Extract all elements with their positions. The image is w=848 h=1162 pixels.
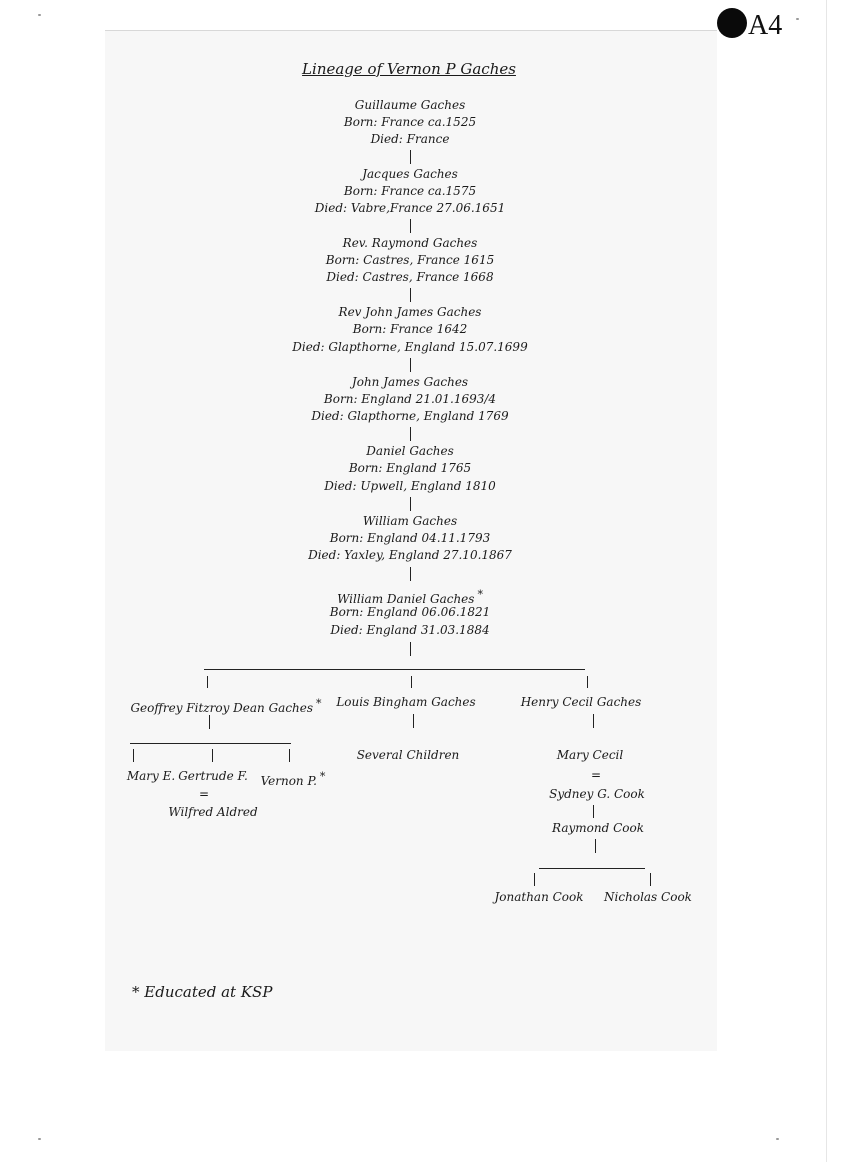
ancestor-died: Died: France [370,132,450,146]
ancestor-died: Died: Glapthorne, England 1769 [311,409,509,423]
branch-drop [587,676,588,688]
henry-name: Henry Cecil Gaches [520,695,642,709]
great-grandchild-jonathan-cook: Jonathan Cook [494,890,584,904]
ksp-star: * [319,770,326,783]
lineage-connector [410,427,411,441]
page-edge [826,0,827,1162]
lineage-connector [410,497,411,511]
footnote-educated-at-ksp: * Educated at KSP [132,983,273,1001]
ksp-star: * [477,588,483,601]
ancestor-died: Died: Upwell, England 1810 [324,479,496,493]
child-gertrude-f: Gertrude F. [178,769,248,783]
ancestor-died: Died: Yaxley, England 27.10.1867 [308,548,512,562]
branch-line [130,743,291,744]
ancestor-name: Jacques Gaches [362,167,458,181]
ancestor-born: Born: England 04.11.1793 [329,531,491,545]
lineage-connector [410,219,411,233]
branch-line [539,868,645,869]
geoffrey-name: Geoffrey Fitzroy Dean Gaches * [130,697,322,715]
scan-speck [38,14,41,16]
ancestor-died: Died: England 31.03.1884 [330,623,490,637]
ancestor-born: Born: France 1642 [352,322,468,336]
ancestor-died: Died: Castres, France 1668 [326,270,494,284]
scan-speck [38,1138,41,1140]
great-grandchild-nicholas-cook: Nicholas Cook [604,890,692,904]
branch-drop [534,873,535,886]
spouse-sydney-g-cook: Sydney G. Cook [549,787,645,801]
branch-line [204,669,585,670]
ancestor-name: William Daniel Gaches * [337,588,483,606]
several-children: Several Children [356,748,460,762]
child-vernon-p: Vernon P. * [260,770,326,788]
ancestor-name: Rev. Raymond Gaches [342,236,478,250]
lineage-connector [410,358,411,372]
lineage-connector [410,567,411,581]
scan-speck [776,1138,779,1140]
branch-drop [289,749,290,762]
ancestor-born: Born: England 21.01.1693/4 [323,392,497,406]
corner-tag: A4 [748,10,783,41]
branch-drop [212,749,213,762]
lineage-connector [595,839,596,853]
ancestor-born: Born: Castres, France 1615 [325,253,495,267]
child-mary-cecil: Mary Cecil [556,748,624,762]
ancestor-name: John James Gaches [351,375,469,389]
scan-speck [796,18,799,20]
lineage-connector [593,805,594,818]
lineage-connector [593,714,594,728]
branch-drop [133,749,134,762]
louis-name: Louis Bingham Gaches [336,695,476,709]
ksp-star: * [316,697,322,710]
ancestor-born: Born: England 1765 [348,461,472,475]
ancestor-born: Born: England 06.06.1821 [329,605,491,619]
grandchild-raymond-cook: Raymond Cook [552,821,644,835]
black-dot-marker [717,8,747,38]
lineage-connector [410,642,411,656]
ancestor-name: Guillaume Gaches [354,98,466,112]
ancestor-name: William Gaches [362,514,458,528]
document-title: Lineage of Vernon P Gaches [302,60,516,78]
marriage-sign: = [590,768,602,782]
ancestor-died: Died: Vabre,France 27.06.1651 [314,201,506,215]
branch-drop [650,873,651,886]
ancestor-born: Born: France ca.1525 [343,115,477,129]
marriage-sign: = [198,787,210,801]
branch-drop [411,676,412,688]
lineage-connector [209,715,210,729]
branch-drop [207,676,208,688]
ancestor-name: Daniel Gaches [366,444,454,458]
lineage-connector [413,714,414,728]
ancestor-born: Born: France ca.1575 [343,184,477,198]
ancestor-name: Rev John James Gaches [338,305,482,319]
spouse-wilfred-aldred: Wilfred Aldred [168,805,258,819]
lineage-connector [410,288,411,302]
child-mary-e: Mary E. [126,769,176,783]
ancestor-died: Died: Glapthorne, England 15.07.1699 [292,340,528,354]
lineage-connector [410,150,411,164]
